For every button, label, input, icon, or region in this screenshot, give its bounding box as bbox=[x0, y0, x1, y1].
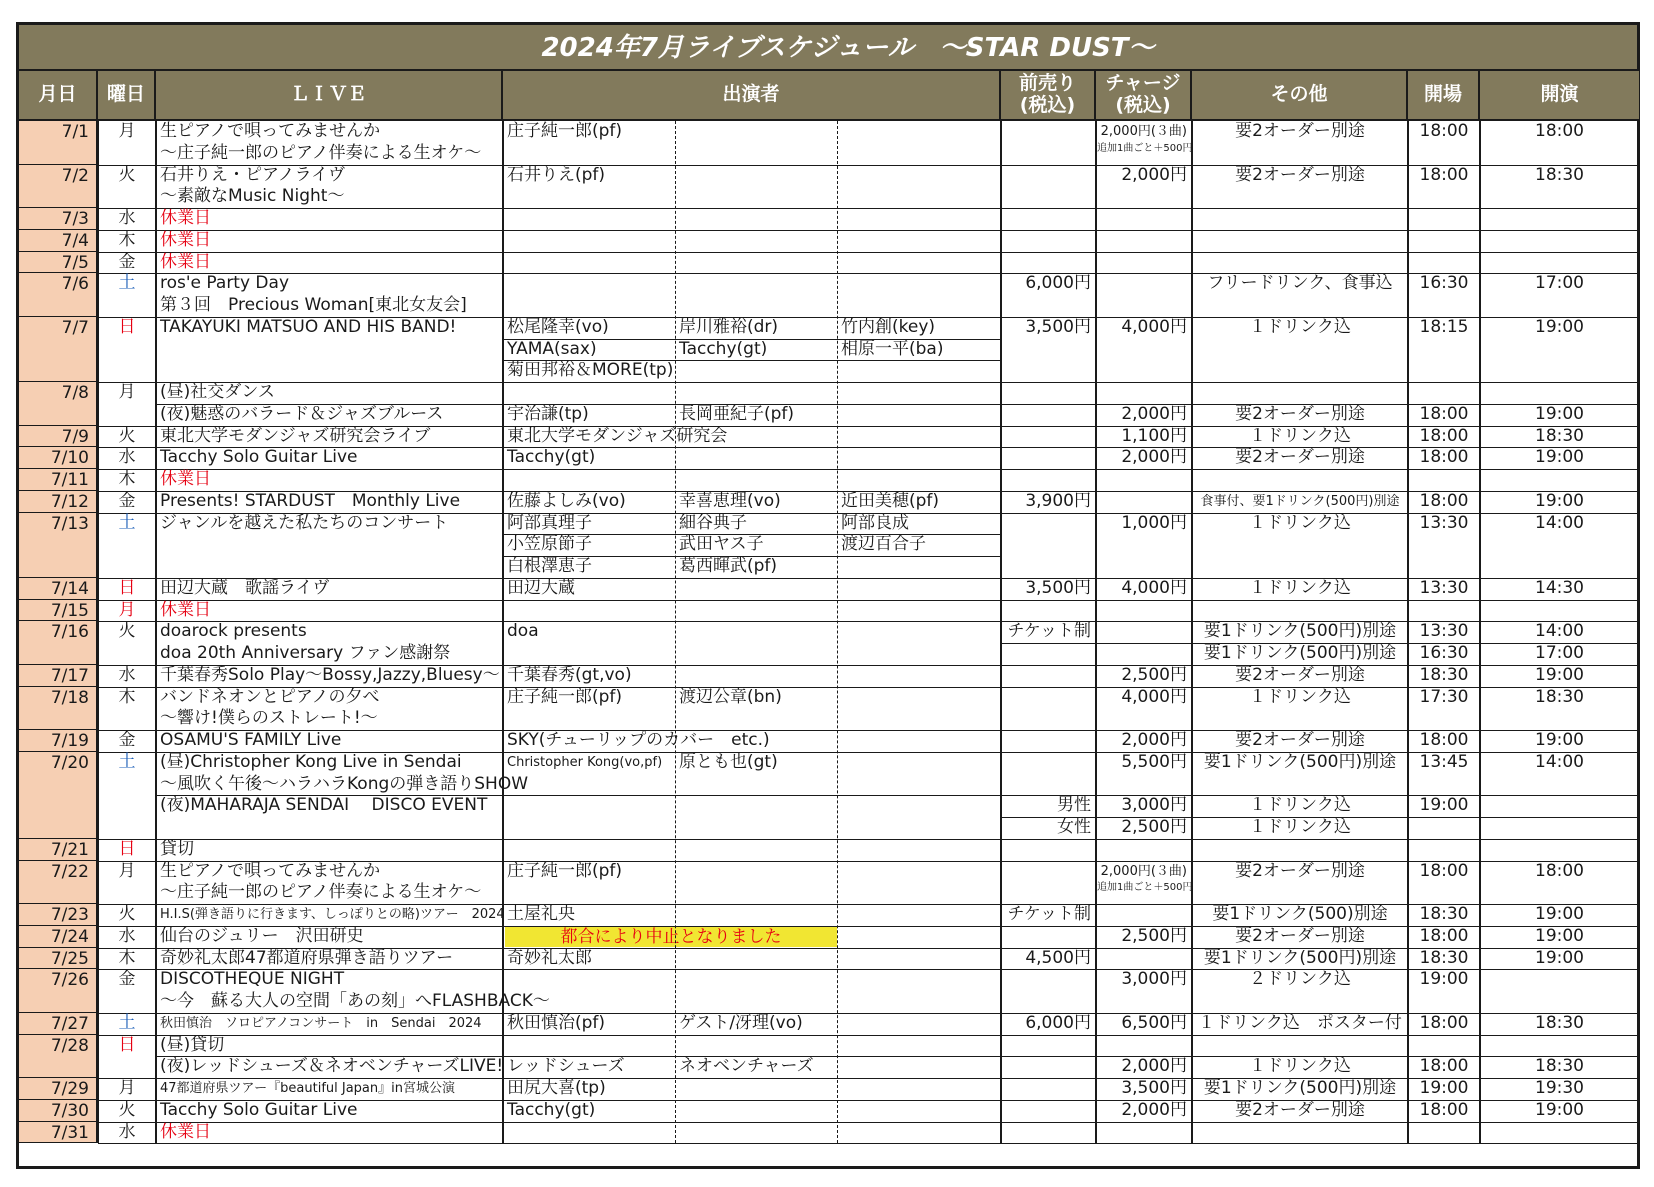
live-title: Presents! STARDUST Monthly Live bbox=[160, 490, 461, 511]
weekday-cell: 土 bbox=[118, 512, 136, 533]
performer: doa bbox=[507, 621, 539, 642]
weekday-cell: 木 bbox=[118, 686, 136, 707]
door-time: 18:00 bbox=[1419, 490, 1469, 511]
live-title: TAKAYUKI MATSUO AND HIS BAND! bbox=[160, 316, 457, 337]
live-title: ～今 蘇る大人の空間「あの刻」へFLASHBACK～ bbox=[160, 991, 550, 1011]
other-note: 要2オーダー別途 bbox=[1235, 860, 1365, 881]
performer-column-rule bbox=[675, 121, 676, 1143]
door-time: 19:00 bbox=[1419, 1078, 1469, 1098]
other-note: １ドリンク込 bbox=[1249, 817, 1351, 837]
charge-price: 4,000円 bbox=[1121, 686, 1187, 707]
charge-price: 追加1曲ごと＋500円 bbox=[1097, 142, 1193, 154]
door-time: 18:30 bbox=[1419, 904, 1469, 924]
header-start-label: 開演 bbox=[1540, 83, 1579, 106]
live-title: 石井りえ・ピアノライヴ bbox=[160, 164, 346, 185]
date-cell: 7/6 bbox=[19, 273, 98, 317]
performer: ネオベンチャーズ bbox=[679, 1056, 814, 1077]
other-note: １ドリンク込 bbox=[1249, 577, 1351, 598]
weekday-cell: 日 bbox=[118, 838, 136, 859]
start-time: 18:30 bbox=[1535, 1056, 1584, 1077]
live-title: H.I.S(弾き語りに行きます、しっぽりとの略)ツアー 2024 bbox=[160, 907, 505, 922]
charge-price: 追加1曲ごと＋500円 bbox=[1097, 882, 1193, 894]
live-title: (昼)Christopher Kong Live in Sendai bbox=[160, 751, 462, 772]
live-title: ros'e Party Day bbox=[160, 273, 290, 294]
header-dow-label: 曜日 bbox=[106, 83, 145, 106]
charge-price: 2,000円 bbox=[1121, 447, 1187, 468]
performer: 原とも也(gt) bbox=[679, 751, 778, 772]
schedule-title: 2024年7月ライブスケジュール ～STAR DUST～ bbox=[541, 33, 1155, 63]
performer: 竹内創(key) bbox=[841, 316, 936, 337]
date-cell: 7/13 bbox=[19, 513, 98, 578]
weekday-cell: 月 bbox=[118, 382, 136, 402]
start-time: 14:30 bbox=[1535, 577, 1584, 598]
weekday-cell: 土 bbox=[118, 1012, 136, 1033]
date-cell: 7/25 bbox=[19, 948, 98, 970]
live-title: 休業日 bbox=[160, 251, 211, 272]
date-cell: 7/19 bbox=[19, 730, 98, 752]
live-title: 東北大学モダンジャズ研究会ライブ bbox=[160, 425, 431, 446]
date-cell: 7/11 bbox=[19, 469, 98, 491]
live-title: 仙台のジュリー 沢田研史 bbox=[160, 925, 364, 946]
live-title: doa 20th Anniversary ファン感謝祭 bbox=[160, 643, 451, 663]
other-note: １ドリンク込 bbox=[1249, 795, 1351, 816]
other-note: 要2オーダー別途 bbox=[1235, 664, 1365, 685]
live-title: (昼)貸切 bbox=[160, 1034, 225, 1055]
other-note: フリードリンク、食事込 bbox=[1207, 273, 1393, 294]
charge-price: 2,000円 bbox=[1121, 164, 1187, 185]
charge-price: 3,500円 bbox=[1121, 1078, 1187, 1098]
start-time: 18:30 bbox=[1535, 164, 1584, 185]
weekday-cell: 火 bbox=[118, 425, 136, 446]
session-divider bbox=[156, 795, 1639, 796]
door-time: 16:30 bbox=[1419, 273, 1469, 294]
performer: 阿部良成 bbox=[841, 512, 909, 533]
date-cell: 7/16 bbox=[19, 621, 98, 665]
performer: Tacchy(gt) bbox=[679, 338, 768, 359]
live-title: バンドネオンとピアノの夕べ bbox=[160, 686, 380, 707]
header-date-label: 月日 bbox=[38, 83, 77, 106]
performer: 奇妙礼太郎 bbox=[507, 947, 592, 968]
performer-divider bbox=[503, 339, 1001, 340]
weekday-cell: 日 bbox=[118, 577, 136, 598]
charge-price: 4,000円 bbox=[1121, 316, 1187, 337]
start-time: 19:30 bbox=[1535, 1078, 1584, 1098]
performer-divider bbox=[503, 534, 1001, 535]
weekday-cell: 月 bbox=[118, 1078, 136, 1098]
column-rule bbox=[1095, 121, 1097, 1143]
live-title: (昼)社交ダンス bbox=[160, 382, 275, 402]
start-time: 18:30 bbox=[1535, 686, 1584, 707]
performer: SKY(チューリップのカバー etc.) bbox=[507, 730, 770, 750]
door-time: 16:30 bbox=[1419, 643, 1469, 663]
charge-price: 2,000円(３曲) bbox=[1100, 124, 1187, 139]
date-cell: 7/26 bbox=[19, 969, 98, 1013]
date-cell: 7/7 bbox=[19, 317, 98, 382]
header-live bbox=[156, 71, 503, 121]
column-rule bbox=[1479, 121, 1481, 1143]
performer: 石井りえ(pf) bbox=[507, 164, 606, 185]
live-title: 休業日 bbox=[160, 599, 211, 620]
start-time: 17:00 bbox=[1535, 643, 1584, 663]
charge-price: 1,100円 bbox=[1121, 425, 1187, 446]
other-note: １ドリンク込 bbox=[1249, 686, 1351, 707]
performer: 渡辺百合子 bbox=[841, 534, 926, 555]
session-divider bbox=[156, 1056, 1639, 1057]
performer: 庄子純一郎(pf) bbox=[507, 860, 623, 881]
advance-price: 3,900円 bbox=[1025, 490, 1091, 511]
start-time: 19:00 bbox=[1535, 490, 1584, 511]
weekday-cell: 水 bbox=[118, 925, 136, 946]
door-time: 18:00 bbox=[1419, 1012, 1469, 1033]
performer: 千葉春秀(gt,vo) bbox=[507, 664, 632, 685]
performer: 庄子純一郎(pf) bbox=[507, 686, 623, 707]
performer-column-rule bbox=[837, 121, 838, 1143]
performer: 佐藤よしみ(vo) bbox=[507, 490, 626, 511]
date-cell: 7/1 bbox=[19, 121, 98, 165]
other-note: １ドリンク込 bbox=[1249, 512, 1351, 533]
weekday-cell: 木 bbox=[118, 469, 136, 489]
charge-price: 6,500円 bbox=[1121, 1012, 1187, 1033]
weekday-cell: 金 bbox=[118, 969, 136, 990]
live-title: 奇妙礼太郎47都道府県弾き語りツアー bbox=[160, 947, 454, 968]
date-cell: 7/17 bbox=[19, 665, 98, 687]
advance-price: 女性 bbox=[1057, 817, 1091, 837]
live-title: (夜)MAHARAJA SENDAI DISCO EVENT bbox=[160, 795, 488, 816]
performer: 東北大学モダンジャズ研究会 bbox=[507, 425, 728, 446]
weekday-cell: 火 bbox=[118, 621, 136, 642]
date-cell: 7/20 bbox=[19, 752, 98, 839]
date-cell: 7/31 bbox=[19, 1122, 98, 1144]
weekday-cell: 土 bbox=[118, 751, 136, 772]
performer: 幸喜恵理(vo) bbox=[679, 490, 781, 511]
advance-price: 3,500円 bbox=[1025, 577, 1091, 598]
performer: 田尻大喜(tp) bbox=[507, 1078, 606, 1098]
door-time: 18:00 bbox=[1419, 1056, 1469, 1077]
weekday-cell: 水 bbox=[118, 664, 136, 685]
door-time: 18:30 bbox=[1419, 947, 1469, 968]
performer: 武田ヤス子 bbox=[679, 534, 764, 555]
header-dow bbox=[98, 71, 156, 121]
weekday-cell: 水 bbox=[118, 1121, 136, 1142]
charge-price: 2,000円 bbox=[1121, 1099, 1187, 1120]
weekday-cell: 木 bbox=[118, 229, 136, 250]
header-date bbox=[19, 71, 98, 121]
advance-price: チケット制 bbox=[1007, 904, 1091, 924]
date-cell: 7/15 bbox=[19, 600, 98, 622]
charge-price: 2,000円 bbox=[1121, 403, 1187, 424]
performer: 岸川雅裕(dr) bbox=[679, 316, 779, 337]
performer: 宇治謙(tp) bbox=[507, 403, 589, 424]
start-time: 19:00 bbox=[1535, 403, 1584, 424]
weekday-cell: 木 bbox=[118, 947, 136, 968]
date-cell: 7/29 bbox=[19, 1078, 98, 1100]
column-rule bbox=[1191, 121, 1193, 1143]
date-cell: 7/10 bbox=[19, 447, 98, 469]
door-time: 13:30 bbox=[1419, 621, 1469, 642]
weekday-cell: 金 bbox=[118, 490, 136, 511]
other-note: ２ドリンク込 bbox=[1249, 969, 1351, 990]
door-time: 17:30 bbox=[1419, 686, 1469, 707]
other-note: １ドリンク込 bbox=[1249, 316, 1351, 337]
header-charge-label: チャージ bbox=[1105, 72, 1181, 95]
header-charge bbox=[1096, 71, 1192, 121]
other-note: 要1ドリンク(500円)別途 bbox=[1203, 751, 1397, 772]
header-advance-label: 前売り bbox=[1018, 72, 1076, 95]
start-time: 19:00 bbox=[1535, 730, 1584, 750]
charge-price: 3,000円 bbox=[1121, 795, 1187, 816]
charge-price: 2,000円 bbox=[1121, 1056, 1187, 1077]
start-time: 19:00 bbox=[1535, 925, 1584, 946]
session-divider bbox=[156, 404, 1639, 405]
door-time: 18:00 bbox=[1419, 403, 1469, 424]
start-time: 14:00 bbox=[1535, 751, 1584, 772]
charge-price: 2,500円 bbox=[1121, 925, 1187, 946]
door-time: 18:00 bbox=[1419, 730, 1469, 750]
start-time: 19:00 bbox=[1535, 947, 1584, 968]
door-time: 18:00 bbox=[1419, 425, 1469, 446]
performer: Christopher Kong(vo,pf) bbox=[507, 754, 663, 770]
other-note: 要2オーダー別途 bbox=[1235, 447, 1365, 468]
date-cell: 7/12 bbox=[19, 491, 98, 513]
other-note: 食事付、要1ドリンク(500円)別途 bbox=[1200, 493, 1400, 509]
live-title: 休業日 bbox=[160, 229, 211, 250]
header-open bbox=[1408, 71, 1480, 121]
live-title: 生ピアノで唄ってみませんか bbox=[160, 860, 381, 881]
performer: 土屋礼央 bbox=[507, 904, 575, 924]
door-time: 18:30 bbox=[1419, 664, 1469, 685]
start-time: 18:30 bbox=[1535, 425, 1584, 446]
other-note: １ドリンク込 bbox=[1249, 1056, 1351, 1077]
advance-price: 6,000円 bbox=[1025, 1012, 1091, 1033]
performer: 田辺大蔵 bbox=[507, 577, 575, 598]
date-cell: 7/23 bbox=[19, 904, 98, 926]
performer: 長岡亜紀子(pf) bbox=[679, 403, 795, 424]
date-cell: 7/8 bbox=[19, 382, 98, 426]
start-time: 19:00 bbox=[1535, 904, 1584, 924]
date-cell: 7/27 bbox=[19, 1013, 98, 1035]
schedule-sheet bbox=[16, 22, 1640, 1169]
header-performers bbox=[503, 71, 1001, 121]
advance-price: 3,500円 bbox=[1025, 316, 1091, 337]
charge-price: 1,000円 bbox=[1121, 512, 1187, 533]
weekday-cell: 金 bbox=[118, 251, 136, 272]
weekday-cell: 水 bbox=[118, 447, 136, 468]
weekday-cell: 火 bbox=[118, 904, 136, 924]
weekday-cell: 火 bbox=[118, 164, 136, 185]
charge-price: 2,000円 bbox=[1121, 730, 1187, 750]
door-time: 18:15 bbox=[1419, 316, 1469, 337]
weekday-cell: 火 bbox=[118, 1099, 136, 1120]
door-time: 13:45 bbox=[1419, 751, 1469, 772]
door-time: 18:00 bbox=[1419, 121, 1469, 141]
other-note: 要2オーダー別途 bbox=[1235, 164, 1365, 185]
date-cell: 7/5 bbox=[19, 252, 98, 274]
header-other bbox=[1192, 71, 1408, 121]
performer: 近田美穂(pf) bbox=[841, 490, 940, 511]
door-time: 18:00 bbox=[1419, 447, 1469, 468]
door-time: 18:00 bbox=[1419, 164, 1469, 185]
weekday-cell: 日 bbox=[118, 316, 136, 337]
column-rule bbox=[155, 121, 157, 1143]
advance-price: 4,500円 bbox=[1025, 947, 1091, 968]
column-rule bbox=[1000, 121, 1002, 1143]
weekday-cell: 月 bbox=[118, 599, 136, 620]
other-note: 要2オーダー別途 bbox=[1235, 121, 1365, 141]
date-cell: 7/18 bbox=[19, 687, 98, 731]
live-title: 田辺大蔵 歌謡ライヴ bbox=[160, 577, 330, 598]
schedule-title-bar bbox=[19, 25, 1637, 71]
performer: レッドシューズ bbox=[507, 1056, 625, 1077]
column-rule bbox=[502, 121, 504, 1143]
performer: YAMA(sax) bbox=[507, 338, 597, 359]
row-divider bbox=[98, 1143, 1639, 1144]
performer: 秋田慎治(pf) bbox=[507, 1012, 606, 1033]
door-time: 19:00 bbox=[1419, 969, 1469, 990]
charge-price: 2,500円 bbox=[1121, 664, 1187, 685]
weekday-cell: 月 bbox=[118, 121, 136, 141]
date-cell: 7/21 bbox=[19, 839, 98, 861]
header-advance-tax-note: (税込) bbox=[1019, 94, 1076, 116]
live-title: 休業日 bbox=[160, 208, 211, 228]
other-note: 要2オーダー別途 bbox=[1235, 925, 1365, 946]
header-start bbox=[1480, 71, 1639, 121]
charge-price: 2,000円(３曲) bbox=[1100, 863, 1187, 879]
start-time: 18:00 bbox=[1535, 121, 1584, 141]
start-time: 18:30 bbox=[1535, 1012, 1584, 1033]
live-title: Tacchy Solo Guitar Live bbox=[160, 1099, 358, 1120]
live-title: 第３回 Precious Woman[東北女友会] bbox=[160, 295, 467, 315]
live-title: OSAMU'S FAMILY Live bbox=[160, 730, 342, 750]
other-note: 要1ドリンク(500円)別途 bbox=[1203, 1078, 1397, 1098]
live-title: Tacchy Solo Guitar Live bbox=[160, 447, 358, 468]
live-title: ～響け!僕らのストレート!～ bbox=[160, 708, 378, 729]
live-title: 休業日 bbox=[160, 469, 211, 489]
date-cell: 7/30 bbox=[19, 1100, 98, 1122]
header-advance bbox=[1001, 71, 1096, 121]
other-note: １ドリンク込 bbox=[1249, 425, 1351, 446]
performer: Tacchy(gt) bbox=[507, 447, 596, 468]
column-rule bbox=[1407, 121, 1409, 1143]
live-title: ～風吹く午後～ハラハラKongの弾き語りSHOW bbox=[160, 773, 529, 794]
cancellation-notice: 都合により中止となりました bbox=[505, 927, 837, 947]
live-title: (夜)レッドシューズ＆ネオベンチャーズLIVE! bbox=[160, 1056, 504, 1077]
weekday-cell: 金 bbox=[118, 730, 136, 750]
performer-divider bbox=[503, 556, 1001, 557]
other-note: 要2オーダー別途 bbox=[1235, 730, 1365, 750]
door-time: 18:00 bbox=[1419, 1099, 1469, 1120]
performer: 小笠原節子 bbox=[507, 534, 592, 555]
live-title: 千葉春秀Solo Play～Bossy,Jazzy,Bluesy～ bbox=[160, 664, 500, 685]
door-time: 13:30 bbox=[1419, 512, 1469, 533]
live-title: ～庄子純一郎のピアノ伴奏による生オケ～ bbox=[160, 142, 482, 163]
column-rule bbox=[97, 121, 99, 1143]
live-title: DISCOTHEQUE NIGHT bbox=[160, 969, 345, 990]
header-other-label: その他 bbox=[1270, 83, 1328, 106]
charge-price: 5,500円 bbox=[1121, 751, 1187, 772]
live-title: ～素敵なMusic Night～ bbox=[160, 186, 345, 207]
charge-price: 4,000円 bbox=[1121, 577, 1187, 598]
door-time: 13:30 bbox=[1419, 577, 1469, 598]
other-note: 要1ドリンク(500円)別途 bbox=[1203, 621, 1397, 642]
performer-divider bbox=[503, 360, 1001, 361]
other-note: 要2オーダー別途 bbox=[1235, 403, 1365, 424]
advance-price: チケット制 bbox=[1007, 621, 1091, 642]
performer: 相原一平(ba) bbox=[841, 338, 944, 359]
performer: 渡辺公章(bn) bbox=[679, 686, 782, 707]
start-time: 14:00 bbox=[1535, 621, 1584, 642]
advance-price: 6,000円 bbox=[1025, 273, 1091, 294]
door-time: 19:00 bbox=[1419, 795, 1469, 816]
performer: 葛西暉武(pf) bbox=[679, 556, 778, 576]
live-title: 秋田慎治 ソロピアノコンサート in Sendai 2024 bbox=[160, 1015, 482, 1031]
performer: ゲスト/冴理(vo) bbox=[679, 1012, 803, 1033]
advance-price: 男性 bbox=[1057, 795, 1091, 816]
live-title: ～庄子純一郎のピアノ伴奏による生オケ～ bbox=[160, 882, 482, 903]
date-cell: 7/2 bbox=[19, 165, 98, 209]
charge-price: 3,000円 bbox=[1121, 969, 1187, 990]
date-cell: 7/4 bbox=[19, 230, 98, 252]
live-title: doarock presents bbox=[160, 621, 307, 642]
door-time: 18:00 bbox=[1419, 860, 1469, 881]
header-live-label: ＬＩＶＥ bbox=[290, 83, 367, 106]
start-time: 19:00 bbox=[1535, 316, 1584, 337]
date-cell: 7/24 bbox=[19, 926, 98, 948]
start-time: 18:00 bbox=[1535, 860, 1584, 881]
date-cell: 7/28 bbox=[19, 1035, 98, 1079]
header-charge-tax-note: (税込) bbox=[1115, 94, 1171, 116]
performer: 白根澤恵子 bbox=[507, 556, 592, 576]
performer: 阿部真理子 bbox=[507, 512, 592, 533]
live-title: 生ピアノで唄ってみませんか bbox=[160, 121, 381, 141]
header-performers-label: 出演者 bbox=[722, 83, 780, 106]
date-cell: 7/14 bbox=[19, 578, 98, 600]
charge-price: 2,500円 bbox=[1121, 817, 1187, 837]
other-note: 要1ドリンク(500円)別途 bbox=[1203, 947, 1397, 968]
other-note: 要1ドリンク(500円)別途 bbox=[1203, 643, 1397, 663]
weekday-cell: 土 bbox=[118, 273, 136, 294]
weekday-cell: 水 bbox=[118, 208, 136, 228]
performer: 松尾隆幸(vo) bbox=[507, 316, 609, 337]
date-cell: 7/3 bbox=[19, 208, 98, 230]
weekday-cell: 月 bbox=[118, 860, 136, 881]
weekday-cell: 日 bbox=[118, 1034, 136, 1055]
start-time: 19:00 bbox=[1535, 1099, 1584, 1120]
performer: Tacchy(gt) bbox=[507, 1099, 596, 1120]
live-title: 貸切 bbox=[160, 838, 194, 859]
start-time: 17:00 bbox=[1535, 273, 1584, 294]
performer: 庄子純一郎(pf) bbox=[507, 121, 623, 141]
other-note: １ドリンク込 ポスター付 bbox=[1198, 1012, 1402, 1033]
performer: 細谷典子 bbox=[679, 512, 747, 533]
date-cell: 7/9 bbox=[19, 426, 98, 448]
other-note: 要1ドリンク(500)別途 bbox=[1212, 904, 1388, 924]
start-time: 19:00 bbox=[1535, 664, 1584, 685]
door-time: 18:00 bbox=[1419, 925, 1469, 946]
live-title: 47都道府県ツアー『beautiful Japan』in宮城公演 bbox=[160, 1081, 455, 1096]
start-time: 14:00 bbox=[1535, 512, 1584, 533]
live-title: ジャンルを越えた私たちのコンサート bbox=[160, 512, 449, 533]
performer: 菊田邦裕＆MORE(tp) bbox=[507, 360, 674, 381]
date-cell: 7/22 bbox=[19, 861, 98, 905]
other-note: 要2オーダー別途 bbox=[1235, 1099, 1365, 1120]
live-title: 休業日 bbox=[160, 1121, 211, 1142]
header-open-label: 開場 bbox=[1423, 83, 1462, 106]
live-title: (夜)魅惑のバラード＆ジャズブルース bbox=[160, 403, 444, 424]
start-time: 19:00 bbox=[1535, 447, 1584, 468]
